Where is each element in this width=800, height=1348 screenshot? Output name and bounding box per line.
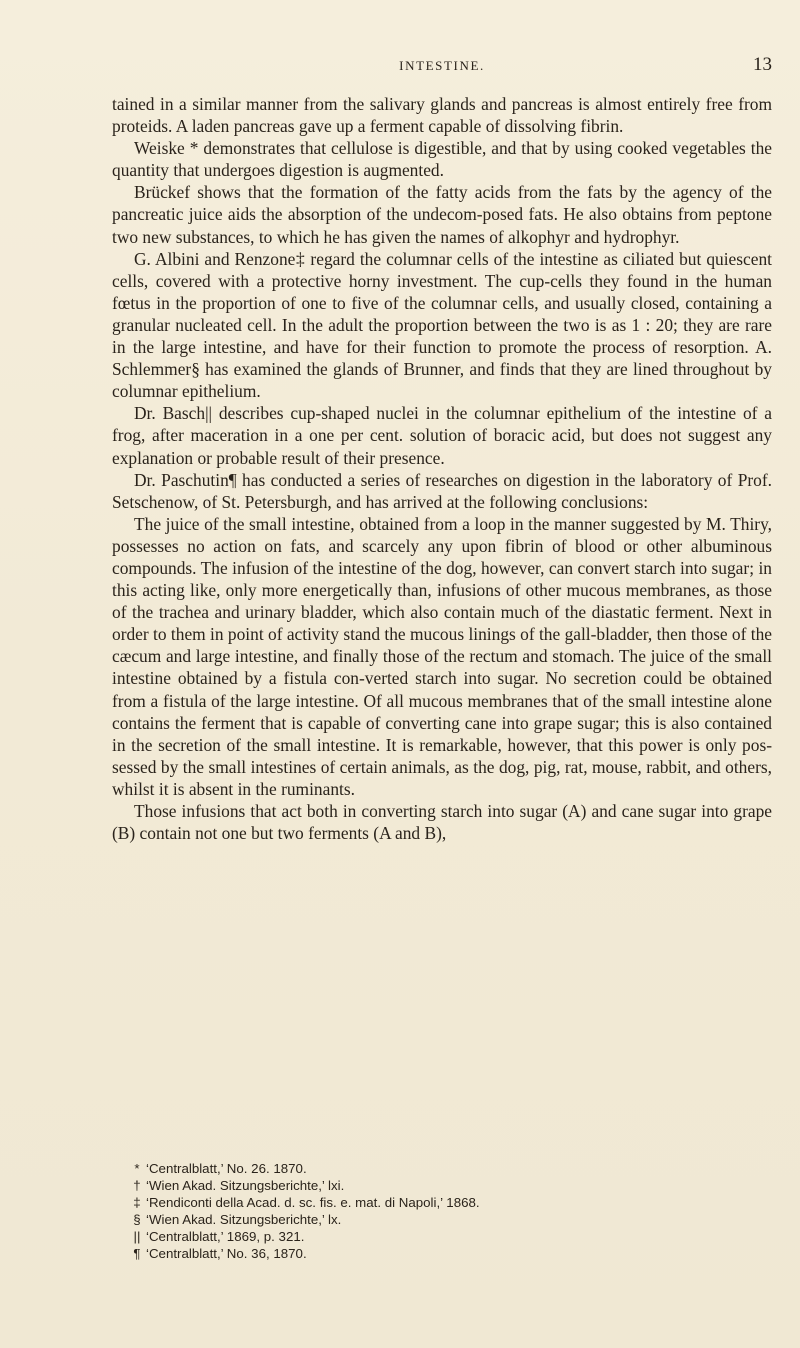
footnotes — [128, 1160, 768, 1262]
footnote-text: ‘Wien Akad. Sitzungsberichte,’ lx. — [146, 1212, 342, 1227]
footnote — [128, 1211, 768, 1228]
footnote-mark: § — [133, 1212, 141, 1227]
paragraph-weiske: Weiske * demonstrates that cellulose is digestible, and that by using cooked vegetables the quantity that undergoes digestion is augmented. — [112, 138, 772, 181]
footnote-text: ‘Rendiconti della Acad. d. sc. fis. e. mat. di Napoli,’ 1868. — [146, 1195, 480, 1210]
paragraph-paschutin: Dr. Paschutin¶ has conducted a series of researches on digestion in the laboratory of Prof. Setschenow, of St. Petersburgh, and has arrived at the following conclusions: — [112, 469, 772, 512]
paragraph-brucke: Brückef shows that the formation of the fatty acids from the fats by the agency of the pancreatic juice aids the absorption of the undecom-posed fats. He also obtains from peptone two new substances, to which he has given the names of alkophyr and hydrophyr. — [112, 182, 772, 247]
footnote — [128, 1177, 768, 1194]
footnote-text: ‘Centralblatt,’ No. 36, 1870. — [146, 1246, 307, 1261]
paragraph-infusions: Those infusions that act both in converting starch into sugar (A) and cane sugar into grape (B) contain not one but two ferments (A and B), — [112, 801, 772, 844]
footnote-mark: ‡ — [133, 1195, 141, 1210]
footnote-text: ‘Wien Akad. Sitzungsberichte,’ lxi. — [146, 1178, 345, 1193]
footnote-mark: || — [133, 1229, 141, 1244]
body-text — [112, 93, 772, 844]
footnote — [128, 1245, 768, 1262]
page-number: 13 — [753, 54, 772, 75]
paragraph-small-intestine-juice: The juice of the small intestine, obtained from a loop in the manner suggested by M. Thiry, possesses no action on fats, and scarcely any upon fibrin of blood or other albuminous compounds. The infusion of the intestine of the dog, however, can convert starch into sugar; in this acting like, only more energetically than, infusions of other mucous membranes, as those of the trachea and urinary bladder, which also contain much of the diastatic ferment. Next in order to them in point of activity stand the mucous linings of the gall-bladder, then those of the cæcum and large intestine, and finally those of the rectum and stomach. The juice of the small intestine obtained by a fistula con-verted starch into sugar. No secretion could be obtained from a fistula of the large intestine. Of all mucous membranes that of the small intestine alone contains the ferment that is capable of converting cane into grape sugar; this is also contained in the secretion of the small intestine. It is remarkable, however, that this power is only pos-sessed by the small intestines of certain animals, as the dog, pig, rat, mouse, rabbit, and others, whilst it is absent in the ruminants. — [112, 513, 773, 799]
footnote-mark: ¶ — [133, 1246, 141, 1261]
paragraph-albini-renzone: G. Albini and Renzone‡ regard the columnar cells of the intestine as ciliated but quiescent cells, covered with a protective horny investment. The cup-cells they found in the human fœtus in the proportion of one to five of the columnar cells, and usually closed, containing a granular nucleated cell. In the adult the proportion between the two is as 1 : 20; they are rare in the large intestine, and have for their function to promote the process of resorption. A. Schlemmer§ has examined the glands of Brunner, and finds that they are lined throughout by columnar epithelium. — [112, 248, 772, 402]
footnote — [128, 1228, 768, 1245]
paragraph-continuation: tained in a similar manner from the salivary glands and pancreas is almost entirely free from proteids. A laden pancreas gave up a ferment capable of dissolving fibrin. — [112, 94, 772, 137]
paragraph-basch: Dr. Basch|| describes cup-shaped nuclei in the columnar epithelium of the intestine of a frog, after maceration in a one per cent. solution of boracic acid, but does not suggest any explanation or probable result of their presence. — [112, 403, 772, 468]
footnote-mark: * — [134, 1161, 140, 1176]
footnote-mark: † — [133, 1178, 141, 1193]
page-header — [112, 54, 772, 78]
running-title: INTESTINE. — [399, 58, 485, 73]
footnote — [128, 1160, 768, 1177]
footnote-text: ‘Centralblatt,’ No. 26. 1870. — [146, 1161, 307, 1176]
footnote — [128, 1194, 768, 1211]
footnote-text: ‘Centralblatt,’ 1869, p. 321. — [146, 1229, 305, 1244]
